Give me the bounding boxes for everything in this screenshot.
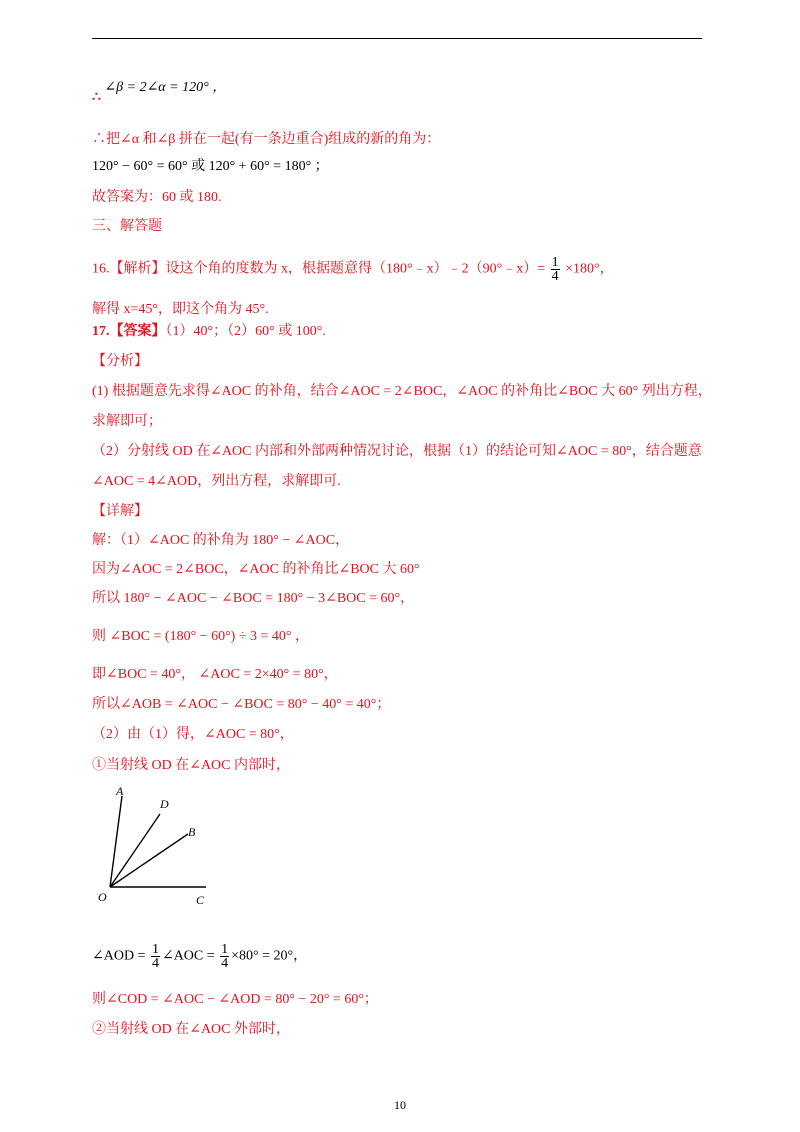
line-answer-15: 故答案为：60 或 180. xyxy=(92,190,222,205)
detail-line-6: 所以∠AOB = ∠AOC − ∠BOC = 80° − 40° = 40°； xyxy=(92,697,391,712)
heading-analysis: 【分析】 xyxy=(92,354,148,369)
detail-line-3: 所以 180° − ∠AOC − ∠BOC = 180° − 3∠BOC = 60°， xyxy=(92,591,415,606)
analysis-line-1: (1) 根据题意先求得∠AOC 的补角，结合∠AOC = 2∠BOC，∠AOC 的补角比∠BOC 大 60° 列出方程， xyxy=(92,384,712,399)
label-c: C xyxy=(196,893,205,907)
detail-line-7: （2）由（1）得，∠AOC = 80°， xyxy=(92,727,294,742)
label-a: A xyxy=(116,784,124,798)
header-rule xyxy=(92,38,702,39)
heading-detail: 【详解】 xyxy=(92,504,148,519)
detail-line-5: 即∠BOC = 40°， ∠AOC = 2×40° = 80°， xyxy=(92,667,338,682)
detail-line-4: 则 ∠BOC = (180° − 60°) ÷ 3 = 40° ， xyxy=(92,629,310,644)
fraction-quarter-1 xyxy=(151,943,160,970)
frac-den: 4 xyxy=(551,269,559,284)
problem-16-tail: ×180°， xyxy=(561,261,614,277)
case-inside: ①当射线 OD 在∠AOC 内部时， xyxy=(92,758,291,773)
line-problem-16 xyxy=(92,256,614,283)
analysis-line-4: ∠AOC = 4∠AOD，列出方程，求解即可. xyxy=(92,474,341,489)
analysis-line-3: （2）分射线 OD 在∠AOC 内部和外部两种情况讨论，根据（1）的结论可知∠AOC = 80°，结合题意 xyxy=(92,444,702,459)
label-o: O xyxy=(98,890,107,904)
analysis-line-2: 求解即可； xyxy=(92,414,162,429)
detail-line-1: 解：（1）∠AOC 的补角为 180° − ∠AOC， xyxy=(92,533,350,548)
frac-den: 4 xyxy=(151,956,159,971)
line-beta-equals xyxy=(92,78,227,105)
detail-line-2: 因为∠AOC = 2∠BOC，∠AOC 的补角比∠BOC 大 60° xyxy=(92,562,420,577)
angle-diagram xyxy=(92,780,222,912)
ray-oa xyxy=(110,796,122,887)
aod-rhs: ×80° = 20°， xyxy=(231,948,308,964)
frac-den: 4 xyxy=(221,956,229,971)
frac-num: 1 xyxy=(551,255,559,270)
line-results: 120° − 60° = 60° 或 120° + 60° = 180° ； xyxy=(92,159,329,174)
case-outside: ②当射线 OD 在∠AOC 外部时， xyxy=(92,1022,291,1037)
label-b: B xyxy=(188,825,196,839)
problem-16-text: 16.【解析】设这个角的度数为 x，根据题意得（180°﹣x）﹣2（90°﹣x）= xyxy=(92,261,549,277)
frac-num: 1 xyxy=(221,942,229,957)
answer-values: （1）40°；（2）60° 或 100°. xyxy=(165,324,326,339)
answer-label: 17.【答案】 xyxy=(92,324,166,339)
section-heading: 三、解答题 xyxy=(92,219,162,234)
line-aod xyxy=(92,943,307,970)
label-d: D xyxy=(160,797,169,811)
frac-num: 1 xyxy=(151,942,159,957)
line-cod: 则∠COD = ∠AOC − ∠AOD = 80° − 20° = 60°； xyxy=(92,992,378,1007)
therefore-symbol: ∴ xyxy=(92,90,101,105)
ray-ob xyxy=(110,834,188,887)
aod-mid: ∠AOC = xyxy=(161,948,219,964)
fraction-quarter xyxy=(551,256,560,283)
fraction-quarter-2 xyxy=(220,943,229,970)
line-combine-angles: ∴把∠α 和∠β 拼在一起(有一条边重合)组成的新的角为： xyxy=(92,132,441,147)
line-answer-17 xyxy=(92,322,326,342)
aod-lhs: ∠AOD = xyxy=(92,948,149,964)
line-solve-16: 解得 x=45°，即这个角为 45°. xyxy=(92,302,269,317)
equation: ∠β = 2∠α = 120° ， xyxy=(104,80,227,95)
page-number: 10 xyxy=(394,1098,406,1112)
